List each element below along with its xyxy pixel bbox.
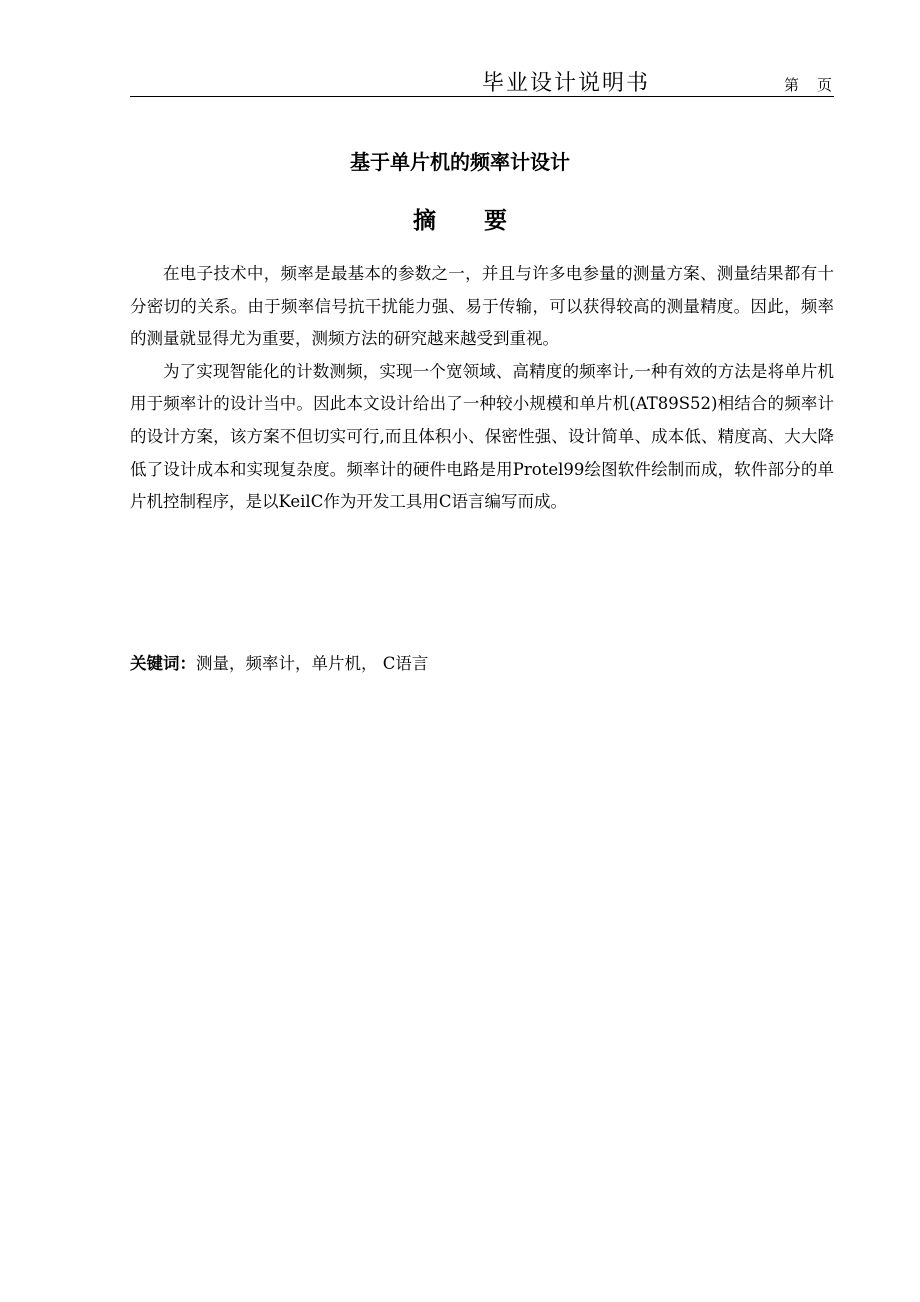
header-title: 毕业设计说明书 xyxy=(482,71,651,96)
keywords-label: 关键词： xyxy=(130,654,196,673)
header-page-label-prefix: 第 xyxy=(783,76,799,94)
document-title: 基于单片机的频率计设计 xyxy=(350,150,570,174)
abstract-heading: 摘要 xyxy=(413,208,555,234)
keywords-value: 测量，频率计，单片机， C语言 xyxy=(196,654,429,673)
abstract-paragraph-2: 为了实现智能化的计数测频，实现一个宽领域、高精度的频率计,一种有效的方法是将单片机用于频率计的设计当中。因此本文设计给出了一种较小规模和单片机(AT89S52)相结合的频率计的设计方案，该方案不但切实可行,而且体积小、保密性强、设计简单、成本低、精度高、大大降低了设计成本和实现复杂度。频率计的硬件电路是用Protel99绘图软件绘制而成，软件部分的单片机控制程序，是以KeilC作为开发工具用C语言编写而成。 xyxy=(130,361,834,512)
abstract-body xyxy=(130,258,834,519)
abstract-paragraph-1: 在电子技术中，频率是最基本的参数之一，并且与许多电参量的测量方案、测量结果都有十分密切的关系。由于频率信号抗干扰能力强、易于传输，可以获得较高的测量精度。因此，频率的测量就显得尤为重要，测频方法的研究越来越受到重视。 xyxy=(130,264,834,349)
keywords-line xyxy=(130,650,428,674)
header-page-label-suffix: 页 xyxy=(816,76,832,94)
page-header xyxy=(130,62,834,97)
header-page-number xyxy=(784,74,832,95)
